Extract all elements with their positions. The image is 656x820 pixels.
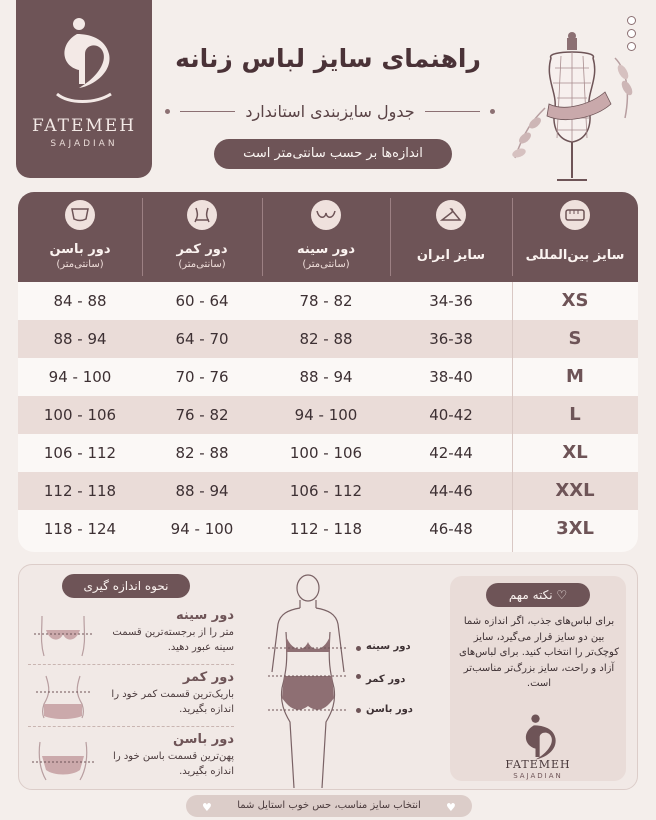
cell-waist: 82 - 88 [175,444,229,462]
column-divider [512,282,513,552]
cell-waist: 94 - 100 [170,520,234,538]
table-row [18,510,638,548]
brand-sub: SAJADIAN [50,139,118,149]
waist-marker [356,674,361,679]
cell-iran: 34-36 [429,292,473,310]
header-intl-label: سایز بین‌المللی [525,248,625,263]
brand-logo-panel [16,0,152,178]
size-table [18,192,638,552]
cell-intl: XXL [555,480,595,501]
cell-waist: 88 - 94 [175,482,229,500]
brand-name: FATEMEH [31,116,137,136]
header-bust [262,192,390,282]
dot-icon [627,16,636,25]
cell-bust: 112 - 118 [289,520,363,538]
howto-item-title: دور سینه [175,608,234,623]
cell-bust: 82 - 88 [299,330,353,348]
howto-item-desc: باریک‌ترین قسمت کمر خود را اندازه بگیرید. [111,689,234,715]
cell-iran: 38-40 [429,368,473,386]
note-text: برای لباس‌های جذب، اگر اندازه شما بین دو سایز قرار می‌گیرد، سایز کوچک‌تر را انتخاب کنید. برای لباس‌های آزاد و راحت، سایز بزرگ‌تر مناسب‌تر است. [459,616,619,689]
cell-hip: 94 - 100 [48,368,112,386]
cell-intl: XL [562,442,588,463]
hip-measure-icon [28,736,98,782]
cell-hip: 118 - 124 [43,520,117,538]
header-iran-label: سایز ایران [416,248,486,263]
cell-hip: 84 - 88 [53,292,107,310]
note-brand-sub: SAJADIAN [513,772,563,780]
table-row [18,396,638,434]
cell-waist: 64 - 70 [175,330,229,348]
table-row [18,282,638,320]
footer-tagline: انتخاب سایز مناسب، حس خوب استایل شما [186,795,472,817]
decorative-dots [627,16,636,51]
cell-intl: L [569,404,581,425]
bust-marker [356,646,361,651]
cell-hip: 106 - 112 [43,444,117,462]
header-bust-unit: (سانتی‌متر) [302,259,350,270]
divider-line [425,111,480,112]
header-intl [512,192,638,282]
figure-label-bust: دور سینه [366,641,411,652]
howto-item-desc: پهن‌ترین قسمت باسن خود را اندازه بگیرید. [113,751,234,777]
divider-dot [165,109,170,114]
cell-waist: 70 - 76 [175,368,229,386]
howto-item-hip [28,732,234,779]
brand-logo-icon [49,14,119,110]
cell-iran: 44-46 [429,482,473,500]
cell-hip: 112 - 118 [43,482,117,500]
mannequin-icon [495,8,645,188]
table-row [18,434,638,472]
howto-divider [28,664,234,665]
waist-icon [187,200,217,230]
note-title-pill [486,583,590,607]
cell-bust: 100 - 106 [289,444,363,462]
brand-logo-icon [508,712,568,762]
header-divider [142,198,143,276]
units-note: اندازه‌ها بر حسب سانتی‌متر است [214,139,452,169]
header-waist [142,192,262,282]
table-header [18,192,638,282]
cell-bust: 78 - 82 [299,292,353,310]
hanger-icon [436,200,466,230]
cell-iran: 40-42 [429,406,473,424]
heart-icon: ♥ [202,801,212,814]
cell-waist: 76 - 82 [175,406,229,424]
header-hip [18,192,142,282]
hip-icon [65,200,95,230]
howto-item-bust [28,608,234,655]
bust-icon [311,200,341,230]
dot-icon [627,42,636,51]
cell-iran: 36-38 [429,330,473,348]
page-subtitle: جدول سایزبندی استاندارد [245,102,415,121]
howto-item-waist [28,670,234,717]
cell-intl: M [566,366,584,387]
divider-line [180,111,235,112]
header-iran [390,192,512,282]
figure-label-hip: دور باسن [366,704,413,715]
subtitle-row [165,102,495,121]
table-row [18,472,638,510]
heart-icon: ♥ [446,801,456,814]
body-figure-icon [258,572,358,788]
dot-icon [627,29,636,38]
note-title: نکته مهم [508,588,553,602]
header-bust-label: دور سینه [296,242,356,257]
cell-hip: 88 - 94 [53,330,107,348]
table-row [18,358,638,396]
bust-measure-icon [28,612,98,658]
cell-waist: 60 - 64 [175,292,229,310]
cell-iran: 42-44 [429,444,473,462]
howto-item-title: دور باسن [172,732,234,747]
hip-marker [356,708,361,713]
tape-measure-icon [560,200,590,230]
cell-hip: 100 - 106 [43,406,117,424]
page-title: راهنمای سایز لباس زنانه [175,44,481,73]
howto-divider [28,726,234,727]
heart-icon: ♡ [552,588,568,602]
table-row [18,320,638,358]
waist-measure-icon [28,674,98,720]
header-waist-label: دور کمر [176,242,228,257]
cell-intl: XS [561,290,589,311]
header-divider [262,198,263,276]
cell-bust: 94 - 100 [294,406,358,424]
header-divider [512,198,513,276]
header-waist-unit: (سانتی‌متر) [178,259,226,270]
cell-bust: 88 - 94 [299,368,353,386]
cell-intl: 3XL [556,518,594,539]
header-divider [390,198,391,276]
howto-title: نحوه اندازه گیری [62,574,190,598]
cell-intl: S [568,328,582,349]
header-hip-unit: (سانتی‌متر) [56,259,104,270]
note-brand-name: FATEMEH [505,758,571,771]
cell-bust: 106 - 112 [289,482,363,500]
cell-iran: 46-48 [429,520,473,538]
howto-item-title: دور کمر [182,670,234,685]
header-hip-label: دور باسن [49,242,111,257]
howto-item-desc: متر را از برجسته‌ترین قسمت سینه عبور دهید. [112,627,234,653]
figure-label-waist: دور کمر [366,674,406,685]
